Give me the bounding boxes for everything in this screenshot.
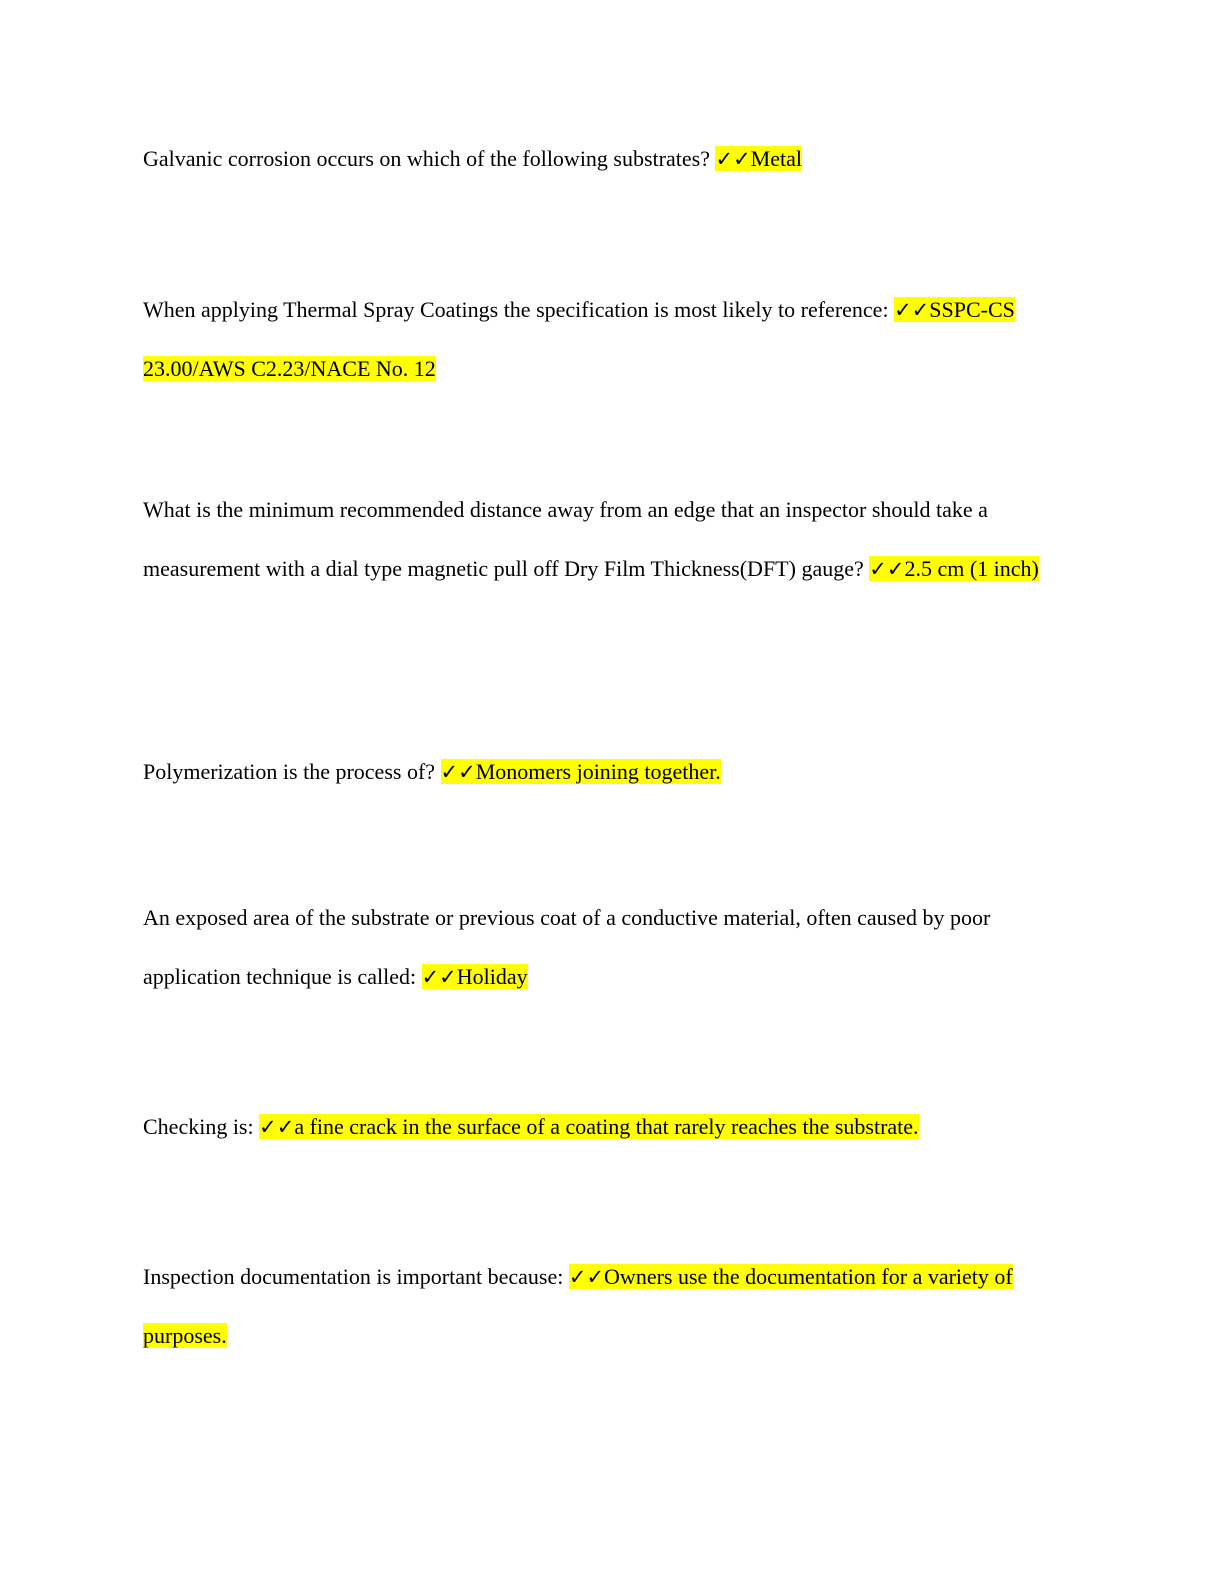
double-check-icon: ✓✓ — [568, 1265, 605, 1289]
double-check-icon: ✓✓ — [440, 760, 476, 784]
answer-highlight — [259, 1114, 918, 1139]
double-check-icon: ✓✓ — [259, 1115, 295, 1139]
qa-item-galvanic-corrosion — [143, 130, 1061, 189]
question-text: When applying Thermal Spray Coatings the specification is most likely to reference: — [143, 297, 895, 322]
qa-item-checking — [143, 1098, 1061, 1157]
double-check-icon: ✓✓ — [421, 964, 457, 989]
question-text: Checking is: — [143, 1114, 260, 1139]
qa-item-inspection-documentation — [143, 1248, 1061, 1365]
double-check-icon: ✓✓ — [869, 556, 905, 581]
question-text: Polymerization is the process of? — [143, 759, 441, 784]
qa-item-polymerization — [143, 743, 1061, 802]
answer-highlight — [441, 759, 721, 784]
answer-text: 2.5 cm (1 inch) — [904, 555, 1039, 581]
question-text: What is the minimum recommended distance away from an edge that an inspector should take a measurement with a dial type magnetic pull off Dry Film Thickness(DFT) gauge? — [143, 497, 988, 581]
question-text: Inspection documentation is important because: — [143, 1264, 569, 1289]
answer-highlight — [715, 146, 802, 171]
answer-highlight — [422, 964, 528, 989]
double-check-icon: ✓✓ — [715, 147, 751, 171]
qa-item-edge-distance — [143, 481, 1061, 598]
answer-text: Owners use the documentation for a variety of purposes. — [143, 1264, 1013, 1348]
answer-text: Metal — [750, 146, 802, 171]
answer-text: Monomers joining together. — [475, 759, 721, 784]
answer-text: a fine crack in the surface of a coating that rarely reaches the substrate. — [294, 1114, 919, 1139]
qa-item-thermal-spray — [143, 281, 1061, 398]
question-text: Galvanic corrosion occurs on which of the following substrates? — [143, 146, 716, 171]
answer-highlight — [869, 556, 1039, 581]
answer-text: Holiday — [456, 963, 528, 989]
question-text: An exposed area of the substrate or previous coat of a conductive material, often caused by poor application technique is called: — [143, 905, 991, 989]
answer-text: SSPC-CS 23.00/AWS C2.23/NACE No. 12 — [143, 297, 1015, 381]
double-check-icon: ✓✓ — [894, 298, 930, 322]
qa-item-holiday — [143, 889, 1061, 1006]
